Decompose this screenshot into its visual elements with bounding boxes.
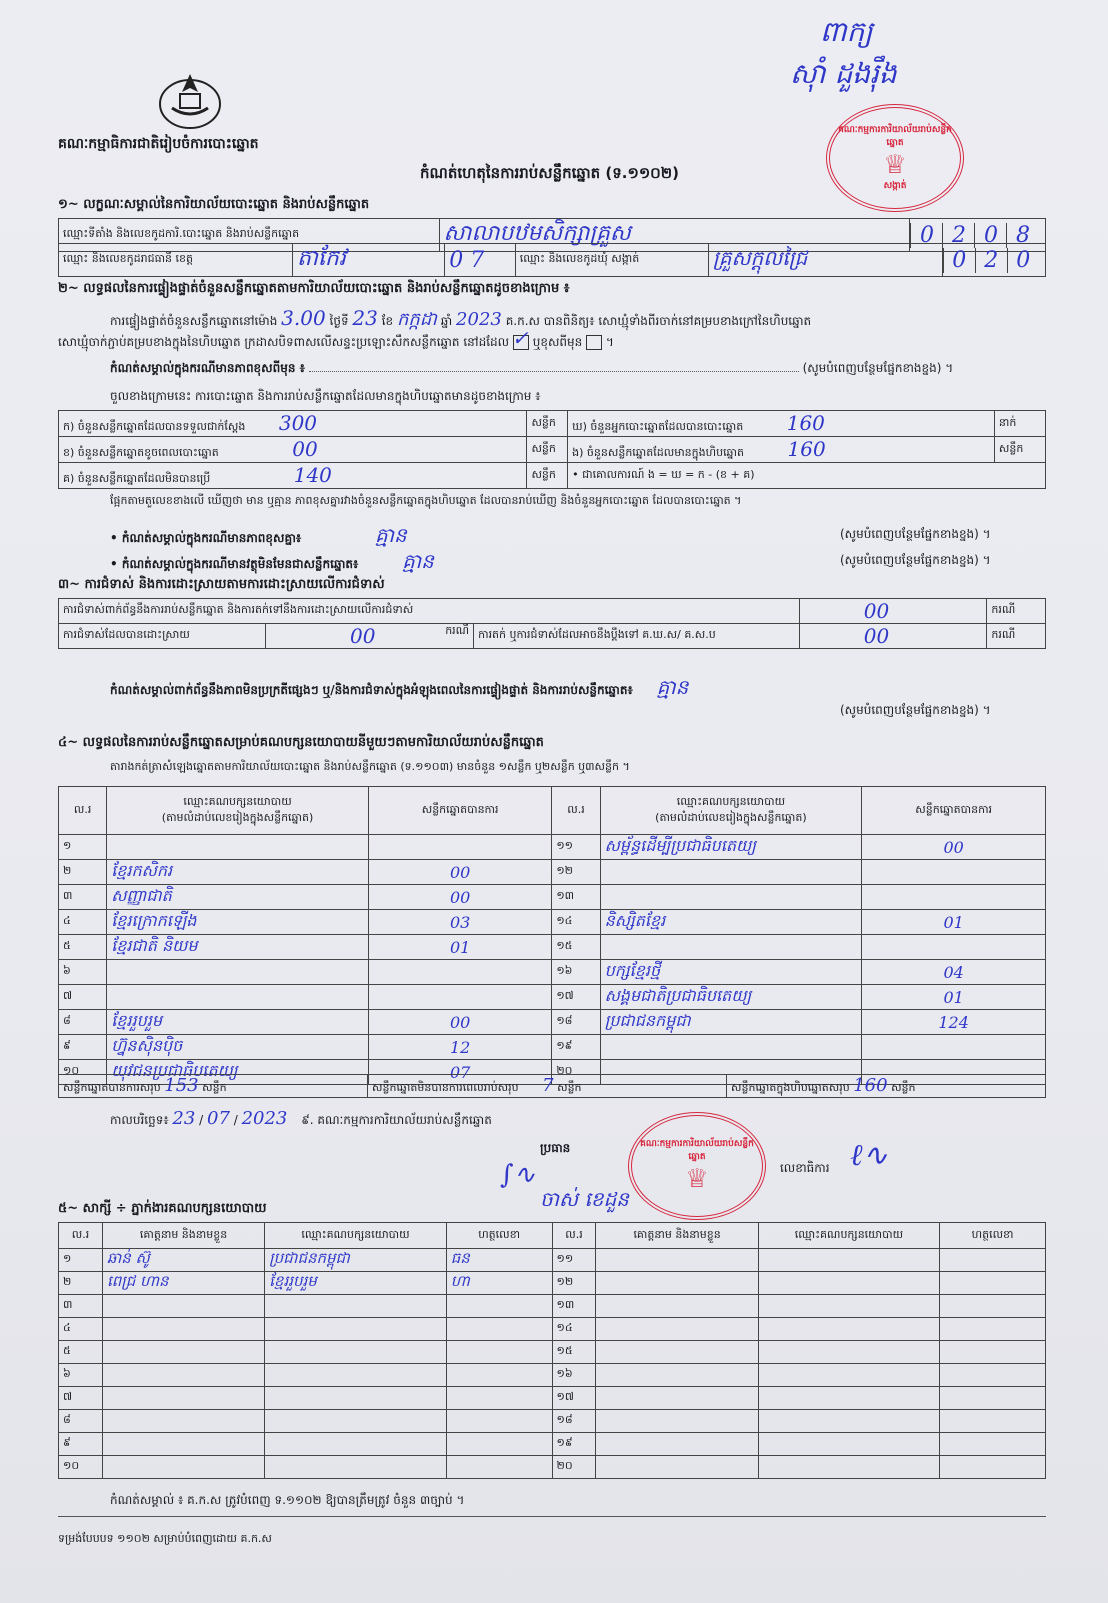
verification-time: 3.00 (281, 306, 326, 330)
party-votes: 00 (368, 1010, 551, 1035)
polling-station-code: 0 2 0 8 (910, 219, 1046, 252)
difference-note-line (110, 360, 1030, 378)
irregularities-note-label: កំណត់សម្គាល់ពាក់ព័ន្ធនឹងភាពមិនប្រក្រតីផ្សេងៗ ឬ/និងការជំទាស់ក្នុងអំឡុងពេលនៃការផ្ទៀងផ្ទាត់ និងការរាប់សន្លឹកឆ្នោត៖ (110, 683, 633, 697)
day-label: ថ្ងៃទី (329, 314, 349, 328)
witness-name (596, 1341, 758, 1364)
col-no: ល.រ (59, 787, 107, 835)
witness-party (265, 1456, 447, 1479)
party-name: សង្គមជាតិប្រជាធិបតេយ្យ (600, 985, 862, 1010)
table-row (59, 1272, 1046, 1295)
total-valid-value: 153 (164, 1075, 199, 1096)
complaints-label: ការជំទាស់ពាក់ព័ន្ធនឹងការរាប់សន្លឹកឆ្នោត និងការតក់ទៅនឹងការដោះស្រាយលើការជំទាស់ (59, 599, 800, 624)
resolved-label: ការជំទាស់ដែលបានដោះស្រាយ (59, 624, 266, 649)
foreign-object-note-label: • កំណត់សម្គាល់ក្នុងករណីមានវត្ថុមិនមែនជាសន្លឹកឆ្នោត៖ (110, 557, 359, 571)
col-no: ល.រ (552, 1223, 596, 1249)
party-name: ហ្វ៊ុនស៊ិនប៉ិច (107, 1035, 369, 1060)
table-row (59, 1387, 1046, 1410)
party-name (600, 1035, 862, 1060)
witness-party (758, 1249, 939, 1272)
witness-name (102, 1387, 264, 1410)
col-party: ឈ្មោះគណបក្សនយោបាយ (676, 794, 786, 808)
party-number: ១២ (552, 860, 600, 885)
party-number: ១៧ (552, 985, 600, 1010)
table-row (59, 885, 1046, 910)
difference-note-label: កំណត់សម្គាល់ក្នុងករណីមានភាពខុសពីមុន ៖ (110, 361, 305, 375)
province-name: តាកែវ (296, 246, 346, 271)
witness-name (102, 1410, 264, 1433)
party-votes: 04 (862, 960, 1046, 985)
unused-label: គ) ចំនួនសន្លឹកឆ្នោតដែលមិនបានប្រើ (63, 472, 211, 485)
witness-party (758, 1456, 939, 1479)
party-name: បក្សខ្មែរថ្មី (600, 960, 862, 985)
verification-day: 23 (352, 306, 378, 330)
witness-number: ១២ (552, 1272, 596, 1295)
top-handwritten-note-2: ស៊ាំ ដួងរ៉ឹង (790, 57, 897, 90)
section1-title: ១~ លក្ខណៈសម្គាល់នៃការិយាល័យបោះឆ្នោត និងរាប់សន្លឹកឆ្នោត (58, 197, 370, 212)
party-name: យុវជនប្រជាធិបតេយ្យ (107, 1060, 369, 1085)
party-number: ១៥ (552, 935, 600, 960)
complaints-table (58, 598, 1046, 649)
party-name (600, 860, 862, 885)
witness-party (758, 1295, 939, 1318)
changed-checkbox[interactable] (586, 335, 602, 350)
col-votes: សន្លឹកឆ្នោតបានការ (862, 787, 1046, 835)
witness-number: ៦ (59, 1364, 103, 1387)
witness-number: ៧ (59, 1387, 103, 1410)
footer-divider (58, 1516, 1046, 1517)
witness-party (265, 1387, 447, 1410)
irregularities-note (110, 674, 688, 704)
witness-number: ១៧ (552, 1387, 596, 1410)
witness-party (758, 1272, 939, 1295)
in-box-label: ង) ចំនួនសន្លឹកឆ្នោតដែលមានក្នុងហិបឆ្នោត (572, 446, 745, 459)
table-row (59, 910, 1046, 935)
col-party-sub: (តាមលំដាប់លេខរៀងក្នុងសន្លឹកឆ្នោត) (655, 810, 807, 824)
party-number: ៥ (59, 935, 107, 960)
witness-signature: ហា (446, 1272, 552, 1295)
table-row (59, 1035, 1046, 1060)
witness-party (758, 1341, 939, 1364)
formula: • ជាគោលការណ៍ ង = ឃ = ក - (ខ + គ) (568, 463, 1046, 489)
witness-signature (446, 1456, 552, 1479)
verification-text: ការផ្ទៀងផ្ទាត់ចំនួនសន្លឹកឆ្នោតនៅម៉ោង (110, 314, 278, 328)
table-row (59, 1410, 1046, 1433)
appealed-value: 00 (863, 624, 890, 648)
date-line: កាលបរិច្ឆេទ៖ 23 / 07 / 2023 ៩. គណៈកម្មការការិយាល័យរាប់សន្លឹកឆ្នោត (110, 1108, 492, 1129)
commune-label: ឈ្មោះ និងលេខកូដឃុំ សង្កាត់ (515, 244, 708, 277)
unit-label: សន្លឹក (527, 437, 568, 463)
table-row (59, 1341, 1046, 1364)
witness-name: ឆាន់ ស៊ូ (102, 1249, 264, 1272)
party-number: ១៤ (552, 910, 600, 935)
table-row (59, 1318, 1046, 1341)
in-box-value: 160 (787, 437, 826, 461)
discrepancy-note-value: គ្មាន (374, 523, 407, 547)
stamp-text: គណៈកម្មការការិយាល័យរាប់សន្លឹកឆ្នោត (640, 1139, 754, 1162)
received-value: 300 (278, 411, 318, 435)
voters-label: ឃ) ចំនួនអ្នកបោះឆ្នោតដែលបានបោះឆ្នោត (572, 420, 744, 433)
form-title: កំណត់ហេតុនៃការរាប់សន្លឹកឆ្នោត (ទ.១១០២) (420, 164, 680, 182)
witness-name (102, 1456, 264, 1479)
table-row (59, 1433, 1046, 1456)
party-number: ២០ (552, 1060, 600, 1085)
witness-name (102, 1433, 264, 1456)
irregularities-note-value: គ្មាន (656, 675, 689, 699)
witness-party (265, 1433, 447, 1456)
section4-title: ៤~ លទ្ធផលនៃការរាប់សន្លឹកឆ្នោតសម្រាប់គណបក្សនយោបាយនីមួយៗតាមការិយាល័យរាប់សន្លឹកឆ្នោត (58, 735, 544, 750)
witness-name (102, 1341, 264, 1364)
unused-value: 140 (293, 463, 332, 487)
unit-label: សន្លឹក (994, 437, 1045, 463)
party-votes: 12 (368, 1035, 551, 1060)
party-name (600, 885, 862, 910)
witness-signature (940, 1387, 1046, 1410)
witness-name (596, 1387, 758, 1410)
witness-party (758, 1364, 939, 1387)
footer-text: ទម្រង់បែបបទ ១១០២ សម្រាប់បំពេញដោយ គ.ក.ស (58, 1532, 272, 1545)
col-party: ឈ្មោះគណបក្សនយោបាយ (758, 1223, 939, 1249)
party-votes (862, 935, 1046, 960)
party-name: សម្ព័ន្ធដើម្បីប្រជាធិបតេយ្យ (600, 835, 862, 860)
witness-name (596, 1295, 758, 1318)
discrepancy-note-label: • កំណត់សម្គាល់ក្នុងករណីមានភាពខុសគ្នា៖ (110, 531, 302, 545)
party-name (107, 985, 369, 1010)
party-number: ១ (59, 835, 107, 860)
witness-signature (940, 1410, 1046, 1433)
appealed-label: ការតក់ ឬការជំទាស់ដែលអាចនឹងប្តឹងទៅ គ.ឃ.ស/ គ.ស.ប (474, 624, 800, 649)
month-label: ខែ (381, 314, 394, 328)
party-name: និស្សិតខ្មែរ (600, 910, 862, 935)
party-number: ១៣ (552, 885, 600, 910)
party-votes (368, 835, 551, 860)
subheading: ចួលខាងក្រោមនេះ ការបោះឆ្នោត និងការរាប់សន្លឹកឆ្នោតដែលមានក្នុងហិបឆ្នោតមានដូចខាងក្រោម ៖ (110, 389, 541, 403)
section5-title: ៥~ សាក្សី ÷ ភ្នាក់ងារគណបក្សនយោបាយ (58, 1201, 267, 1216)
date-year: 2023 (241, 1108, 288, 1129)
witness-number: ១៩ (552, 1433, 596, 1456)
discrepancy-check: ផ្អែកតាមតួលេខខាងលើ ឃើញថា មាន ឬគ្មាន ភាពខុសគ្នារវាងចំនួនសន្លឹកឆ្នោតក្នុងហិបឆ្នោត ដែលបានរាប់ឃើញ និងចំនួនអ្នកបោះឆ្នោត ដែលបានបោះឆ្នោត ។ (110, 494, 742, 507)
case-unit: ករណី (987, 624, 1046, 649)
polling-station-name: សាលាបឋមសិក្សាគ្រួស (443, 221, 631, 246)
party-name: ប្រជាជនកម្ពុជា (600, 1010, 862, 1035)
party-name: ខ្មែរកសិករ (107, 860, 369, 885)
witness-number: ១៥ (552, 1341, 596, 1364)
unit-label: សន្លឹក (527, 463, 568, 489)
party-votes: 07 (368, 1060, 551, 1085)
fill-note: (សូមបំពេញបន្ថែមផ្នែកខាងខ្នង) ។ (840, 703, 991, 717)
case-unit: ករណី (445, 624, 470, 637)
section2-title: ២~ លទ្ធផលនៃការផ្ទៀងផ្ទាត់ចំនួនសន្លឹកឆ្នោតតាមការិយាល័យបោះឆ្នោត និងរាប់សន្លឹកឆ្នោតដូចខាងក្រោម ៖ (58, 281, 570, 296)
witness-signature (446, 1433, 552, 1456)
witness-name (596, 1318, 758, 1341)
party-name: សញ្ញាជាតិ (107, 885, 369, 910)
witness-signature (940, 1318, 1046, 1341)
party-votes: 03 (368, 910, 551, 935)
committee-name: គណៈកម្មាធិការជាតិរៀបចំការបោះឆ្នោត (58, 136, 259, 152)
witness-signature (446, 1318, 552, 1341)
col-sign: ហត្ថលេខា (446, 1223, 552, 1249)
witness-number: ៣ (59, 1295, 103, 1318)
party-votes: 00 (368, 860, 551, 885)
total-box-value: 160 (853, 1075, 888, 1096)
stamp-text: គណៈកម្មការការិយាល័យរាប់សន្លឹកឆ្នោត (838, 124, 952, 148)
party-votes (862, 1035, 1046, 1060)
committee-line: ៩. គណៈកម្មការការិយាល័យរាប់សន្លឹកឆ្នោត (301, 1113, 492, 1127)
party-votes (862, 860, 1046, 885)
witness-number: ១០ (59, 1456, 103, 1479)
date-day: 23 (172, 1108, 196, 1129)
witness-number: ៤ (59, 1318, 103, 1341)
witness-number: ២០ (552, 1456, 596, 1479)
witness-party (758, 1433, 939, 1456)
commune-name: គ្រួសក្ដុលជ្រៃ (712, 246, 808, 270)
party-votes (862, 885, 1046, 910)
fill-note: (សូមបំពេញបន្ថែមផ្នែកខាងខ្នង) ។ (840, 553, 991, 567)
province-code: 0 7 (449, 247, 485, 273)
table-row (59, 1295, 1046, 1318)
verification-line-2-text: សោឃ្មុំចាក់ភ្ជាប់គម្របខាងក្នុងនៃហិបឆ្នោត ក្រដាសបិទពាសលើសន្ទះប្រឡោះសឹកសន្លឹកឆ្នោត នៅដដែល (58, 335, 510, 349)
witness-name (596, 1249, 758, 1272)
witness-signature (940, 1364, 1046, 1387)
party-number: ១៨ (552, 1010, 600, 1035)
verification-tail: គ.ក.ស បានពិនិត្យ៖ សោឃ្មុំទាំងពីរចាក់នៅគម្របខាងក្រៅនៃហិបឆ្នោត (505, 314, 812, 328)
witness-party (265, 1318, 447, 1341)
secretary-label: លេខាធិការ (780, 1161, 830, 1175)
year-label: ឆ្នាំ (440, 314, 453, 328)
party-number: ១១ (552, 835, 600, 860)
party-votes (368, 985, 551, 1010)
witness-party: ប្រជាជនកម្ពុជា (265, 1249, 447, 1272)
party-number: ៩ (59, 1035, 107, 1060)
counts-table (58, 410, 1046, 489)
resolved-value: 00 (349, 624, 376, 648)
party-name: ខ្មែររួបរួម (107, 1010, 369, 1035)
section3-title: ៣~ ការជំទាស់ និងការដោះស្រាយតាមការដោះស្រាយលើការជំទាស់ (58, 577, 385, 592)
received-label: ក) ចំនួនសន្លឹកឆ្នោតដែលបានទទួលជាក់ស្តែង (63, 420, 246, 433)
unit-label: សន្លឹក (557, 1081, 582, 1094)
table-row (59, 960, 1046, 985)
witness-name (596, 1272, 758, 1295)
results-totals (58, 1074, 1046, 1098)
witness-name: ពេជ្រ ហាន (102, 1272, 264, 1295)
party-number: ៧ (59, 985, 107, 1010)
col-name: គោត្តនាម និងនាមខ្លួន (596, 1223, 758, 1249)
table-row (59, 1249, 1046, 1272)
party-votes: 01 (862, 910, 1046, 935)
verification-month: កក្កដា (396, 309, 437, 330)
row1-label: ឈ្មោះទីតាំង និងលេខកូដការិ.បោះឆ្នោត និងរាប់សន្លឹកឆ្នោត (59, 219, 440, 252)
party-name: ខ្មែរជាតិ និយម (107, 935, 369, 960)
official-stamp-bottom: គណៈកម្មការការិយាល័យរាប់សន្លឹកឆ្នោត ♕ (628, 1112, 766, 1220)
witness-signature (940, 1341, 1046, 1364)
party-votes (368, 960, 551, 985)
witness-signature (446, 1341, 552, 1364)
stamp-bottom-text: សង្កាត់ (883, 180, 907, 191)
section1-table-row2 (58, 243, 1046, 277)
party-number: ១០ (59, 1060, 107, 1085)
witness-number: ៨ (59, 1410, 103, 1433)
witness-signature (446, 1364, 552, 1387)
party-number: ៣ (59, 885, 107, 910)
witness-table (58, 1222, 1046, 1479)
witness-name (102, 1318, 264, 1341)
col-no: ល.រ (552, 787, 600, 835)
official-stamp: គណៈកម្មការការិយាល័យរាប់សន្លឹកឆ្នោត ♕ សង្កាត់ (826, 104, 964, 212)
col-party: ឈ្មោះគណបក្សនយោបាយ (183, 794, 292, 808)
witness-party (265, 1295, 447, 1318)
row2-label: ឈ្មោះ និងលេខកូដរាជធានី ខេត្ត (59, 244, 293, 277)
fill-note: (សូមបំពេញបន្ថែមផ្នែកខាងខ្នង) ។ (840, 527, 991, 541)
col-party: ឈ្មោះគណបក្សនយោបាយ (265, 1223, 447, 1249)
case-unit: ករណី (987, 599, 1046, 624)
emblem-icon (150, 64, 230, 132)
witness-name (102, 1364, 264, 1387)
foreign-object-note-value: គ្មាន (402, 549, 434, 573)
party-name: ខ្មែរក្រោកឡើង (107, 910, 369, 935)
party-number: ១៩ (552, 1035, 600, 1060)
witness-party (758, 1387, 939, 1410)
witness-party (758, 1410, 939, 1433)
party-number: ២ (59, 860, 107, 885)
party-votes: 01 (368, 935, 551, 960)
witness-name (596, 1433, 758, 1456)
party-votes: 124 (862, 1010, 1046, 1035)
chair-label: ប្រធាន (540, 1141, 571, 1155)
witness-signature (940, 1456, 1046, 1479)
total-invalid-label: សន្លឹកឆ្នោតមិនបានការពេលរាប់សរុប (372, 1081, 519, 1094)
table-row (59, 1456, 1046, 1479)
party-name (107, 835, 369, 860)
witness-signature (940, 1295, 1046, 1318)
total-valid-label: សន្លឹកឆ្នោតបានការសរុប (63, 1081, 161, 1094)
party-number: ៤ (59, 910, 107, 935)
witness-signature (940, 1433, 1046, 1456)
party-number: ១៦ (552, 960, 600, 985)
col-no: ល.រ (59, 1223, 103, 1249)
unit-label: សន្លឹក (527, 411, 568, 437)
witness-name (596, 1410, 758, 1433)
spoiled-value: 00 (292, 437, 318, 461)
col-sign: ហត្ថលេខា (940, 1223, 1046, 1249)
foreign-object-note (110, 548, 434, 578)
witness-party: ខ្មែររួបរួម (265, 1272, 447, 1295)
chair-signature: ∫∿ (500, 1160, 536, 1190)
changed-label: ឬខុសពីមុន (532, 335, 583, 349)
party-number: ៦ (59, 960, 107, 985)
table-row (59, 1010, 1046, 1035)
witness-signature (446, 1387, 552, 1410)
witness-name (102, 1295, 264, 1318)
col-votes: សន្លឹកឆ្នោតបានការ (368, 787, 551, 835)
chair-name: ចាស់ ខេដួន (540, 1187, 629, 1211)
witness-number: ១៦ (552, 1364, 596, 1387)
witness-number: ១៣ (552, 1295, 596, 1318)
witness-signature (446, 1410, 552, 1433)
witness-number: ២ (59, 1272, 103, 1295)
unit-label: សន្លឹក (202, 1081, 227, 1094)
party-name (107, 960, 369, 985)
party-votes: 01 (862, 985, 1046, 1010)
tally-sheet-note: តារាងកត់ត្រាសំឡេងឆ្នោតតាមការិយាល័យបោះឆ្នោត និងរាប់សន្លឹកឆ្នោត (ទ.១១០៣) មានចំនួន ១សន្លឹក ឬ២សន្លឹក ឬ៣សន្លឹក ។ (110, 760, 630, 773)
party-name (600, 935, 862, 960)
party-votes: 00 (862, 835, 1046, 860)
table-row (59, 860, 1046, 885)
table-row (59, 985, 1046, 1010)
witness-party (758, 1318, 939, 1341)
date-label: កាលបរិច្ឆេទ៖ (110, 1113, 169, 1127)
top-handwritten-note: ពាក្យ (820, 15, 873, 48)
results-table (58, 786, 1046, 1085)
witness-signature (940, 1249, 1046, 1272)
verification-year: 2023 (456, 309, 502, 330)
col-party-sub: (តាមលំដាប់លេខរៀងក្នុងសន្លឹកឆ្នោត) (161, 810, 314, 824)
witness-signature: ធន (446, 1249, 552, 1272)
date-month: 07 (207, 1108, 230, 1129)
table-row (59, 935, 1046, 960)
verification-line-1 (110, 306, 811, 334)
witness-number: ១ (59, 1249, 103, 1272)
col-name: គោត្តនាម និងនាមខ្លួន (102, 1223, 264, 1249)
footnote: កំណត់សម្គាល់ ៖ គ.ក.ស ត្រូវបំពេញ ទ.១១០២ ឱ្យបានត្រឹមត្រូវ ចំនួន ៣ច្បាប់ ។ (110, 1493, 465, 1507)
unchanged-checkbox[interactable]: ✓ (511, 326, 529, 350)
witness-party (265, 1410, 447, 1433)
witness-number: ៩ (59, 1433, 103, 1456)
witness-name (596, 1456, 758, 1479)
unit-label: នាក់ (994, 411, 1045, 437)
party-number: ៨ (59, 1010, 107, 1035)
witness-number: ១១ (552, 1249, 596, 1272)
witness-number: ១៤ (552, 1318, 596, 1341)
party-votes: 00 (368, 885, 551, 910)
fill-note: (សូមបំពេញបន្ថែមផ្នែកខាងខ្នង) ។ (802, 361, 954, 375)
witness-signature (446, 1295, 552, 1318)
witness-number: ១៨ (552, 1410, 596, 1433)
complaints-value: 00 (863, 599, 890, 623)
witness-signature (940, 1272, 1046, 1295)
witness-party (265, 1364, 447, 1387)
witness-party (265, 1341, 447, 1364)
table-row (59, 835, 1046, 860)
unit-label: សន្លឹក (891, 1081, 916, 1094)
secretary-signature: ℓ∿ (850, 1138, 888, 1173)
table-row (59, 1364, 1046, 1387)
commune-code: 0 2 0 (942, 244, 1045, 277)
verification-line-2: សោឃ្មុំចាក់ភ្ជាប់គម្របខាងក្នុងនៃហិបឆ្នោត ក្រដាសបិទពាសលើសន្ទះប្រឡោះសឹកសន្លឹកឆ្នោត នៅដដែល ✓ ឬខុសពីមុន ។ (58, 326, 614, 350)
witness-number: ៥ (59, 1341, 103, 1364)
total-invalid-value: 7 (542, 1075, 554, 1096)
spoiled-label: ខ) ចំនួនសន្លឹកឆ្នោតខូចពេលបោះឆ្នោត (63, 446, 219, 459)
witness-name (596, 1364, 758, 1387)
total-box-label: សន្លឹកឆ្នោតក្នុងហិបឆ្នោតសរុប (731, 1081, 850, 1094)
voters-value: 160 (786, 411, 825, 435)
